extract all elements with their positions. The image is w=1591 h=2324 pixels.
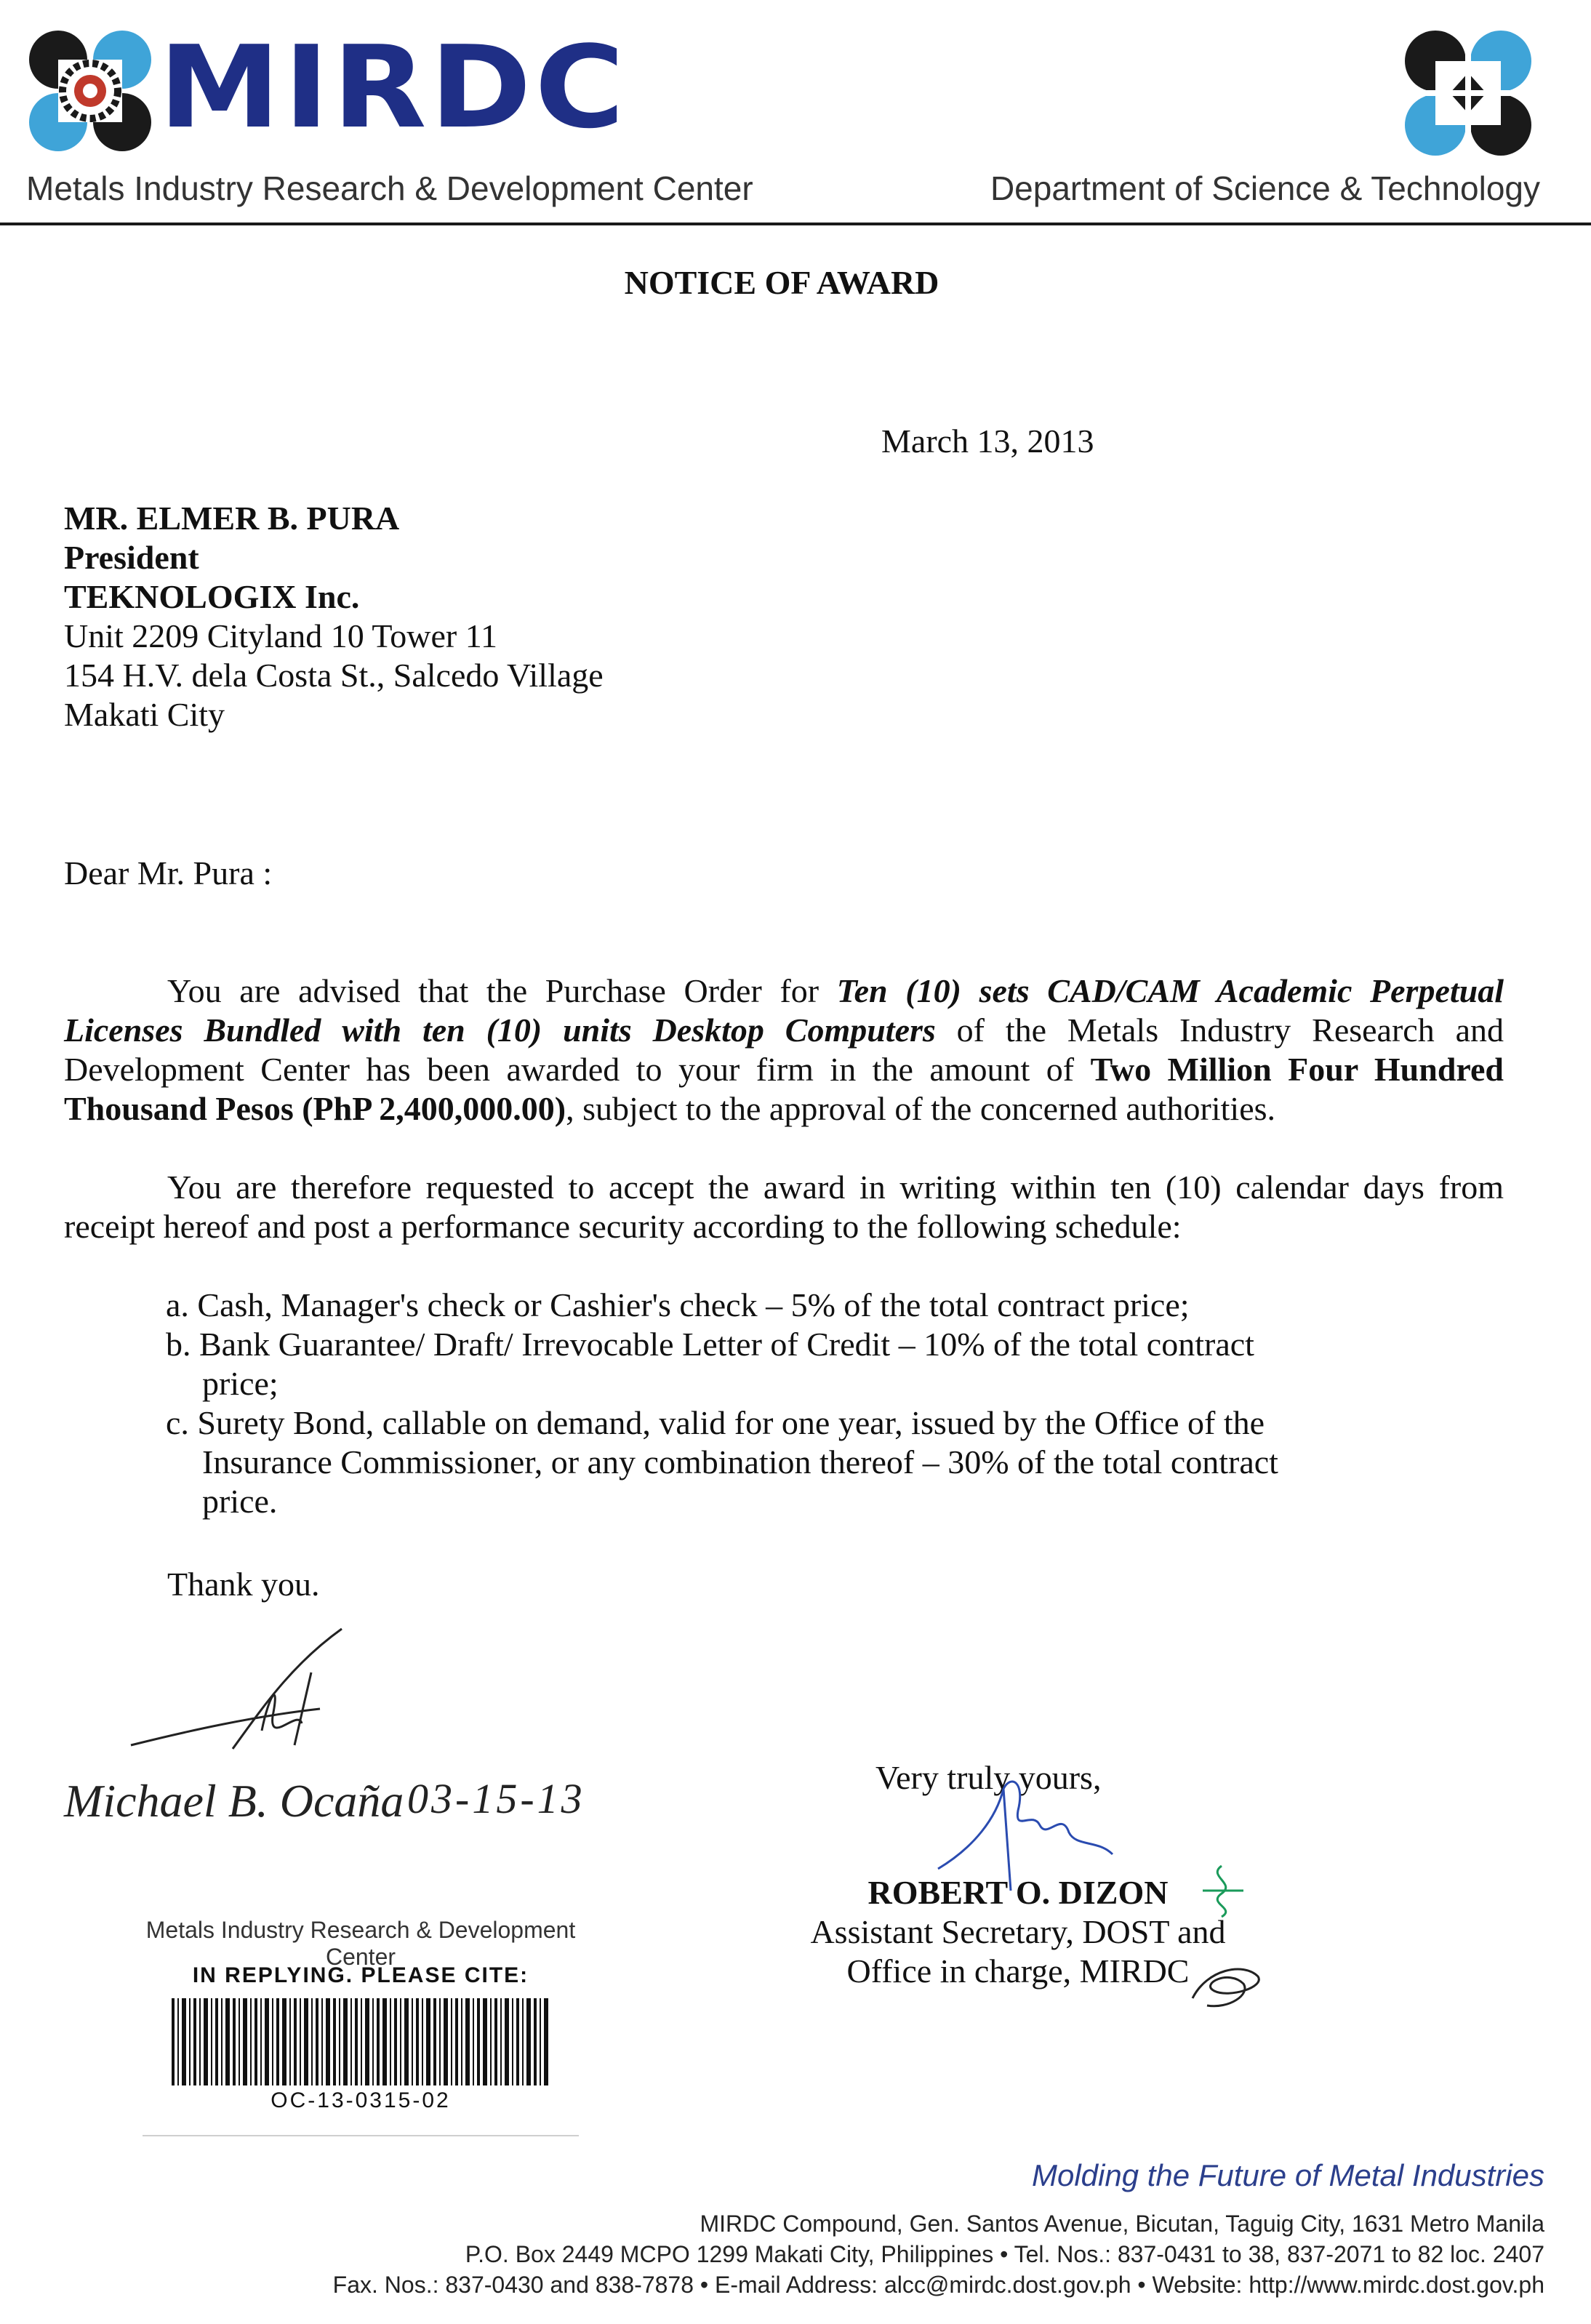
footer-tagline: Molding the Future of Metal Industries: [1031, 2158, 1544, 2192]
schedule-item-b: b. Bank Guarantee/ Draft/ Irrevocable Letter of Credit – 10% of the total contract price;: [166, 1326, 1254, 1402]
recipient-city: Makati City: [64, 696, 225, 733]
award-item-description: Ten (10) sets CAD/CAM Academic Perpetual Licenses Bundled with ten (10) units Desktop Computers: [64, 972, 1504, 1049]
mirdc-logo-mark-icon: [26, 29, 154, 153]
stamp-cite-label: IN REPLYING. PLEASE CITE:: [192, 1963, 529, 1987]
thank-you-line: Thank you.: [167, 1566, 320, 1603]
stamp-reference-code: OC-13-0315-02: [270, 2088, 451, 2112]
barcode-icon: [172, 1998, 550, 2085]
award-paragraph-end: , subject to the approval of the concerned authorities.: [566, 1090, 1276, 1127]
footer-contact-line: Fax. Nos.: 837-0430 and 838-7878 • E-mail Address: alcc@mirdc.dost.gov.ph • Website: http://www.mirdc.dost.gov.ph: [332, 2272, 1544, 2298]
award-paragraph-middle: of the Metals Industry Research and Development Center has been awarded to your firm in the amount of: [64, 1011, 1504, 1088]
recipient-address-line2: 154 H.V. dela Costa St., Salcedo Village: [64, 657, 604, 694]
recipient-address-block: [64, 499, 604, 734]
mirdc-wordmark: MIRDC: [159, 21, 628, 153]
signer-title-line2: Office in charge, MIRDC: [846, 1952, 1190, 1990]
signer-name: ROBERT O. DIZON: [867, 1874, 1169, 1911]
recipient-name: MR. ELMER B. PURA: [64, 500, 400, 537]
signer-block: [800, 1873, 1236, 1991]
salutation: Dear Mr. Pura :: [64, 854, 273, 891]
acceptance-paragraph: You are therefore requested to accept the award in writing within ten (10) calendar days from receipt hereof and post a performance security according to the following schedule:: [64, 1169, 1504, 1245]
stamp-org-name: Metals Industry Research & Development Center: [145, 1917, 576, 1970]
award-amount: Two Million Four Hundred Thousand Pesos (PhP 2,400,000.00): [64, 1051, 1504, 1127]
initial-scribble-icon: [1185, 1955, 1265, 2013]
footer-address-line1: MIRDC Compound, Gen. Santos Avenue, Bicutan, Taguig City, 1631 Metro Manila: [700, 2211, 1544, 2237]
received-by-name: Michael B. Ocaña: [64, 1775, 404, 1827]
received-date: 03-15-13: [407, 1775, 585, 1822]
stamp-underline: [143, 2135, 579, 2136]
initial-mark-icon: [1193, 1862, 1251, 1920]
schedule-item-c: c. Surety Bond, callable on demand, valid for one year, issued by the Office of the Insurance Commissioner, or any combination thereof – 30% of the total contract price.: [166, 1404, 1278, 1520]
schedule-item-a: a. Cash, Manager's check or Cashier's check – 5% of the total contract price;: [166, 1286, 1190, 1323]
org-name: Metals Industry Research & Development Center: [26, 169, 753, 207]
letter-date: March 13, 2013: [881, 422, 1094, 460]
security-schedule-list: [166, 1286, 1329, 1521]
award-paragraph: [64, 971, 1504, 1129]
recipient-address-line1: Unit 2209 Cityland 10 Tower 11: [64, 617, 498, 654]
document-title: NOTICE OF AWARD: [624, 264, 939, 301]
footer-address-line2: P.O. Box 2449 MCPO 1299 Makati City, Philippines • Tel. Nos.: 837-0431 to 38, 837-2071 to 82 loc. 2407: [465, 2241, 1544, 2267]
header-divider: [0, 223, 1591, 225]
department-name: Department of Science & Technology: [990, 169, 1540, 207]
recipient-position: President: [64, 539, 199, 576]
received-signature-icon: [124, 1622, 400, 1774]
dost-logo-mark-icon: [1402, 29, 1534, 157]
recipient-company: TEKNOLOGIX Inc.: [64, 578, 360, 615]
award-paragraph-intro: You are advised that the Purchase Order for: [167, 972, 837, 1009]
signer-title-line1: Assistant Secretary, DOST and: [810, 1913, 1226, 1950]
closing-phrase: Very truly yours,: [875, 1759, 1102, 1796]
